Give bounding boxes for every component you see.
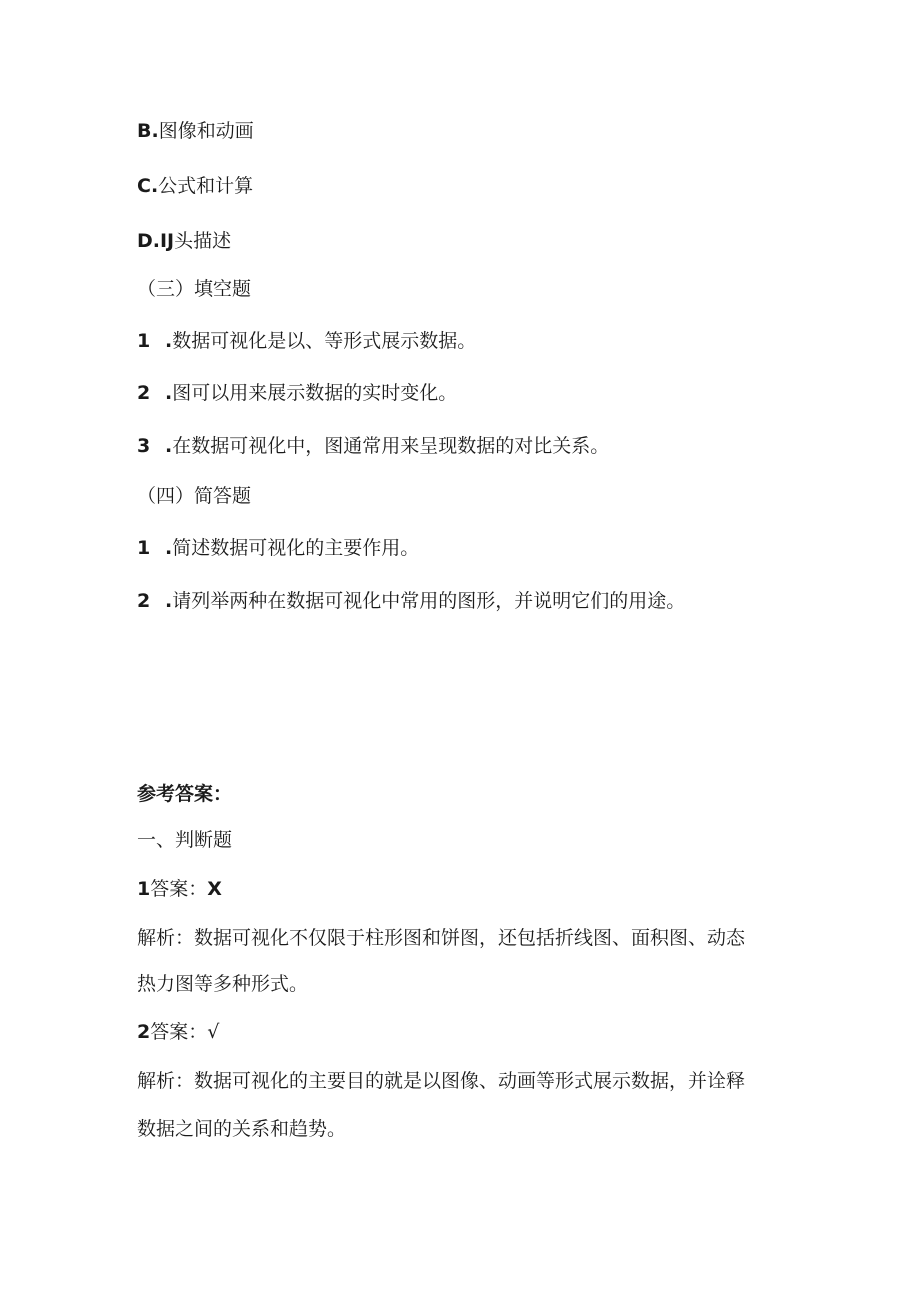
- option-c-text: 公式和计算: [158, 175, 254, 197]
- option-c-prefix: C.: [137, 175, 159, 197]
- item-dot: .: [165, 382, 173, 404]
- answer-2-explanation-line-2: 数据之间的关系和趋势。: [137, 1118, 347, 1140]
- answer-value: √: [207, 1021, 220, 1043]
- answer-1-explanation-line-1: 解析：数据可视化不仅限于柱形图和饼图，还包括折线图、面积图、动态: [137, 927, 746, 949]
- option-b: [137, 118, 254, 144]
- item-dot: .: [165, 537, 173, 559]
- short-answer-item-2: [137, 588, 685, 614]
- item-number: 1: [137, 330, 151, 352]
- item-text: 图可以用来展示数据的实时变化。: [172, 382, 458, 404]
- answer-label-text: 答案：: [150, 1021, 208, 1043]
- answer-2-label: [137, 1019, 219, 1045]
- item-text: 请列举两种在数据可视化中常用的图形，并说明它们的用途。: [172, 590, 686, 612]
- short-answer-heading: （四）简答题: [137, 485, 252, 507]
- item-text: 在数据可视化中，图通常用来呈现数据的对比关系。: [172, 435, 610, 457]
- answer-number: 1: [137, 878, 151, 900]
- fill-blank-item-2: [137, 380, 457, 406]
- item-number: 2: [137, 382, 151, 404]
- option-d: [137, 228, 231, 254]
- item-dot: .: [165, 590, 173, 612]
- answer-label-text: 答案：: [150, 878, 208, 900]
- answer-1-label: [137, 876, 222, 902]
- option-d-text: 头描述: [174, 230, 232, 252]
- answer-2-explanation-line-1: 解析：数据可视化的主要目的就是以图像、动画等形式展示数据，并诠释: [137, 1070, 746, 1092]
- option-d-prefix: D.IJ: [137, 230, 175, 252]
- item-number: 3: [137, 435, 151, 457]
- short-answer-item-1: [137, 535, 419, 561]
- option-c: [137, 173, 253, 199]
- item-dot: .: [165, 435, 173, 457]
- fill-blank-heading: （三）填空题: [137, 278, 252, 300]
- option-b-text: 图像和动画: [158, 120, 254, 142]
- answers-title: 参考答案：: [137, 783, 233, 805]
- item-number: 2: [137, 590, 151, 612]
- fill-blank-item-3: [137, 433, 609, 459]
- option-b-prefix: B.: [137, 120, 159, 142]
- item-text: 简述数据可视化的主要作用。: [172, 537, 420, 559]
- answer-value: X: [207, 878, 222, 900]
- fill-blank-item-1: [137, 328, 476, 354]
- item-number: 1: [137, 537, 151, 559]
- item-text: 数据可视化是以、等形式展示数据。: [172, 330, 477, 352]
- answers-part1-heading: 一、判断题: [137, 829, 233, 851]
- answer-number: 2: [137, 1021, 151, 1043]
- item-dot: .: [165, 330, 173, 352]
- answer-1-explanation-line-2: 热力图等多种形式。: [137, 973, 309, 995]
